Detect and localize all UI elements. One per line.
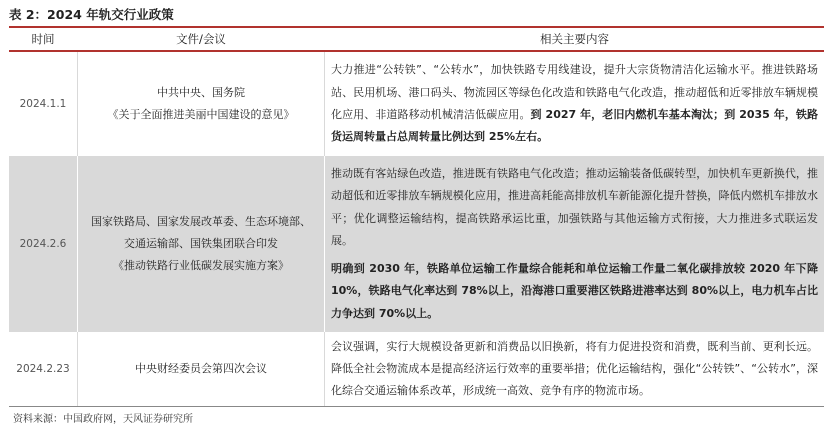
row-content-text: 大力推进“公转铁”、“公转水”，加快铁路专用线建设，提升大宗货物清洁化运输水平。推进铁路场站、民用机场、港口码头、物流园区等绿色化改造和铁路电气化改造，推动超低和近零排放车辆规模化应用、非道路移动机械清洁低碳应用。 [331,63,818,121]
header-content: 相关主要内容 [325,27,825,51]
header-document: 文件/会议 [78,27,325,51]
policy-table [9,26,824,407]
row-content-highlight: 明确到 2030 年，铁路单位运输工作量综合能耗和单位运输工作量二氧化碳排放较 2020 年下降 10%，铁路电气化率达到 78%以上，沿海港口重要港区铁路进港率达到 80%以上，电力机车占比力争达到 70%以上。 [331,262,818,320]
row-content-cell [325,51,825,156]
row-document-name: 《关于全面推进美丽中国建设的意见》 [107,108,295,121]
row-document-cell [78,156,325,332]
table-row [9,51,824,156]
table-row [9,332,824,407]
row-issuer: 国家铁路局、国家发展改革委、生态环境部、交通运输部、国铁集团联合印发 [91,215,311,250]
row-document-cell [78,332,325,407]
row-date: 2024.2.6 [9,156,78,332]
table-header-row [9,27,824,51]
table-title: 表 2：2024 年轨交行业政策 [9,7,174,22]
header-time: 时间 [9,27,78,51]
row-content-cell [325,332,825,407]
row-date: 2024.2.23 [9,332,78,407]
row-date: 2024.1.1 [9,51,78,156]
row-document-name: 《推动铁路行业低碳发展实施方案》 [113,259,289,272]
row-content-highlight: 到 2027 年，老旧内燃机车基本淘汰；到 2035 年，铁路货运周转量占总周转量比例达到 25%左右。 [331,108,818,144]
row-issuer: 中央财经委员会第四次会议 [135,362,267,375]
row-content-text: 会议强调，实行大规模设备更新和消费品以旧换新，将有力促进投资和消费，既利当前、更利长远。降低全社会物流成本是提高经济运行效率的重要举措；优化运输结构，强化“公转铁”、“公转水”，深化综合交通运输体系改革，形成统一高效、竞争有序的物流市场。 [331,339,818,398]
table-row [9,156,824,332]
row-issuer: 中共中央、国务院 [157,86,245,99]
row-content-text: 推动既有客站绿色改造，推进既有铁路电气化改造；推动运输装备低碳转型，加快机车更新换代，推动超低和近零排放车辆规模化应用，推进高耗能高排放机车新能源化提升替换，降低内燃机车排放水平；优化调整运输结构，提高铁路承运比重，加强铁路与其他运输方式衔接，大力推进多式联运发展。 [331,166,818,247]
row-document-cell [78,51,325,156]
source-note: 资料来源：中国政府网，天风证券研究所 [13,414,193,425]
row-content-cell [325,156,825,332]
